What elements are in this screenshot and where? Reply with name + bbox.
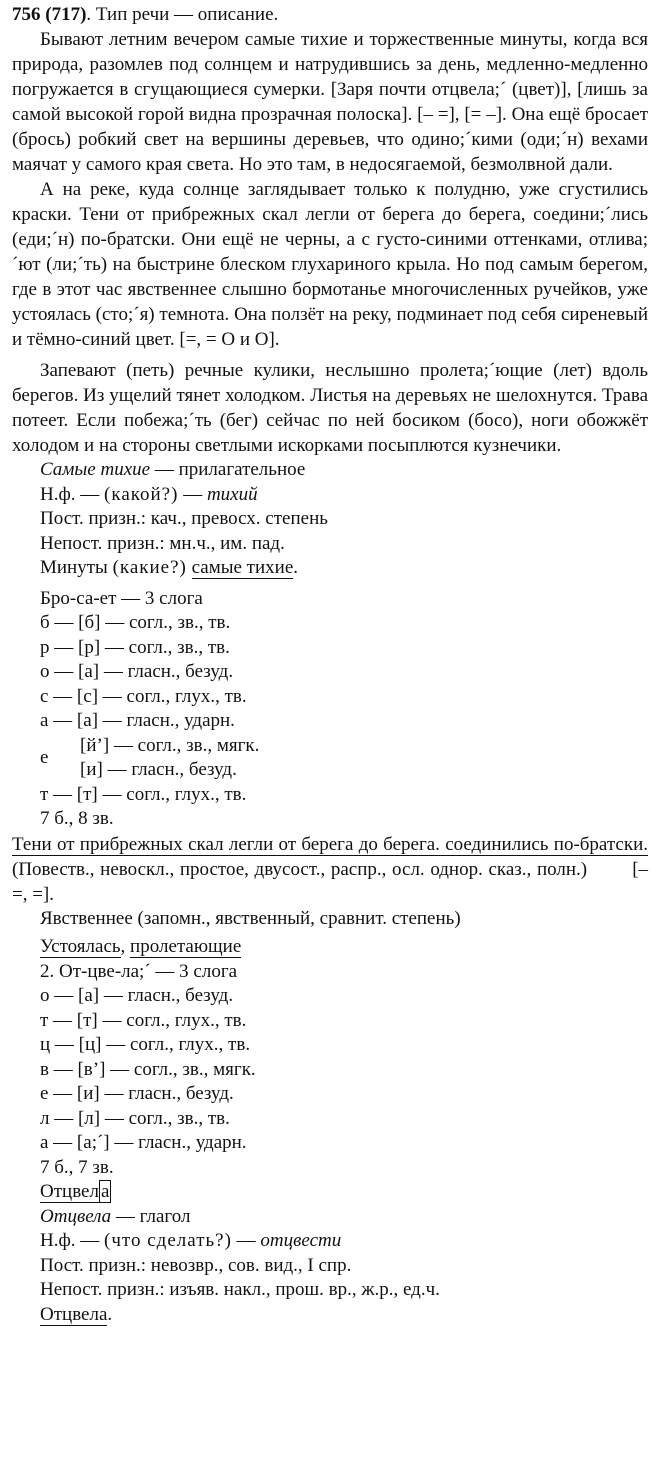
syntax-sentence: Тени от прибрежных скал легли от берега до берега. соединились по-братски. [12, 833, 648, 855]
role-end: . [107, 1303, 113, 1325]
morph-word-2: пролетающие [130, 936, 242, 957]
analysis-word: Самые тихие [40, 459, 151, 480]
analysis-pos: — глагол [111, 1205, 191, 1227]
comparative-note: Явственнее (запомн., явственный, сравнит. степень) [40, 907, 461, 929]
nf-question: (что сделать?) [104, 1230, 232, 1251]
phonetic-row: т — [т] — согл., глух., тв. [40, 1009, 247, 1031]
constant-features: Пост. призн.: невозвр., сов. вид., I спр. [40, 1254, 352, 1276]
phonetic-row: а — [а;´] — гласн., ударн. [40, 1132, 247, 1153]
nf-label: Н.ф. — [40, 483, 105, 505]
phonetic-title-1: Бро-са-ет — 3 слога [40, 587, 203, 609]
adjective-analysis [12, 458, 649, 1327]
role-word: Отцвела [40, 1303, 108, 1325]
phonetic-row: б — [б] — согл., зв., тв. [40, 612, 231, 633]
exercise-title: . Тип речи — описание. [86, 4, 279, 25]
text-paragraph-3: Запевают (петь) речные кулики, неслышно пролета;´ющие (лет) вдоль берегов. Из ущелий тянет холодком. Листья на деревьях не шелохнутся. Трава потеет. Если побежа;´ть (бег) сейчас по ней босиком (босо), ноги обожжёт холодом и на стороны светлыми искорками посыплются кузнечики. [12, 360, 648, 456]
phonetic-row: с — [с] — согл., глух., тв. [40, 685, 247, 707]
phonetic-row: ц — [ц] — согл., глух., тв. [40, 1034, 251, 1055]
role-word: самые тихие [191, 557, 294, 578]
constant-features: Пост. призн.: кач., превосх. степень [40, 508, 328, 529]
phonetic-row: л — [л] — согл., зв., тв. [40, 1107, 230, 1129]
nf-dash: — [231, 1230, 261, 1251]
role-question: (какие?) [112, 557, 187, 578]
e-letter: е [40, 747, 49, 768]
nf-label: Н.ф. — [40, 1230, 105, 1251]
variable-features: Непост. призн.: изъяв. накл., прош. вр., ж.р., ед.ч. [40, 1279, 440, 1300]
nf-dash: — [178, 483, 207, 505]
e-sound-1: [й’] — согл., зв., мягк. [80, 734, 260, 756]
phonetic-row: о — [а] — гласн., безуд. [40, 661, 234, 682]
text-paragraph-2: А на реке, куда солнце заглядывает только к полудню, уже сгустились краски. Тени от прибрежных скал легли от берега до берега, соедини;´лись (еди;´н) по-братски. Они ещё не черны, а с густо-синими оттенками, отлива;´ют (ли;´ть) на быстрине блеском глухариного крыла. Но под самым берегом, где в этот час явственнее слышно бормотанье многочисленных ручейков, уже устоялась (сто;´я) темнота. Она ползёт на реку, подминает под себя сиреневый и тёмно-синий цвет. [=, = О и О]. [12, 179, 648, 350]
parsed-ending: а [100, 1181, 110, 1202]
phonetic-row: о — [а] — гласн., безуд. [40, 985, 234, 1006]
phonetic-row: р — [р] — согл., зв., тв. [40, 636, 230, 658]
exercise-header [12, 2, 648, 27]
syntax-scheme: [– =, =]. [12, 858, 649, 905]
exercise-page [12, 2, 648, 1327]
phonetic-row: е — [и] — гласн., безуд. [40, 1083, 234, 1104]
nf-word: отцвести [260, 1230, 342, 1251]
phonetic-title-2: 2. От-цве-ла;´ — 3 слога [40, 960, 238, 982]
analysis-word: Отцвела [40, 1205, 112, 1227]
role-prefix: Минуты [40, 557, 113, 578]
nf-word: тихий [206, 483, 258, 505]
nf-question: (какой?) [104, 483, 179, 505]
phonetic-total-2: 7 б., 7 зв. [40, 1156, 114, 1178]
parsed-stem: Отцвел [40, 1181, 99, 1202]
variable-features: Непост. призн.: мн.ч., им. пад. [40, 532, 285, 554]
phonetic-row: в — [в’] — согл., зв., мягк. [40, 1058, 256, 1080]
e-sound-2: [и] — гласн., безуд. [80, 759, 237, 780]
parsed-word [40, 1180, 648, 1205]
exercise-number: 756 (717) [12, 4, 87, 25]
morph-word-1: Устоялась [40, 936, 121, 957]
role-end: . [293, 557, 299, 578]
analysis-pos: — прилагательное [150, 459, 306, 480]
morphemic-analysis [40, 935, 648, 960]
phonetic-row: т — [т] — согл., глух., тв. [40, 783, 247, 805]
syntax-analysis [12, 832, 648, 907]
text-paragraph-1: Бывают летним вечером самые тихие и торжественные минуты, когда вся природа, разомлев под солнцем и натрудившись за день, медленно-медленно погружается в сгущающиеся сумерки. [Заря почти отцвела;´ (цвет)], [лишь за самой высокой горой видна прозрачная полоска]. [– =], [= –]. Она ещё бросает (брось) робкий свет на вершины деревьев, что одино;´кими (оди;´н) вехами маячат у самого края света. Но это там, в недосягаемой, безмолвной дали. [12, 29, 648, 175]
phonetic-e-group [40, 734, 648, 783]
phonetic-total-1: 7 б., 8 зв. [40, 808, 114, 829]
phonetic-row: а — [а] — гласн., ударн. [40, 710, 235, 731]
syntax-description: (Повеств., невоскл., простое, двусост., распр., осл. однор. сказ., полн.) [12, 858, 588, 880]
morph-separator: , [120, 936, 131, 957]
